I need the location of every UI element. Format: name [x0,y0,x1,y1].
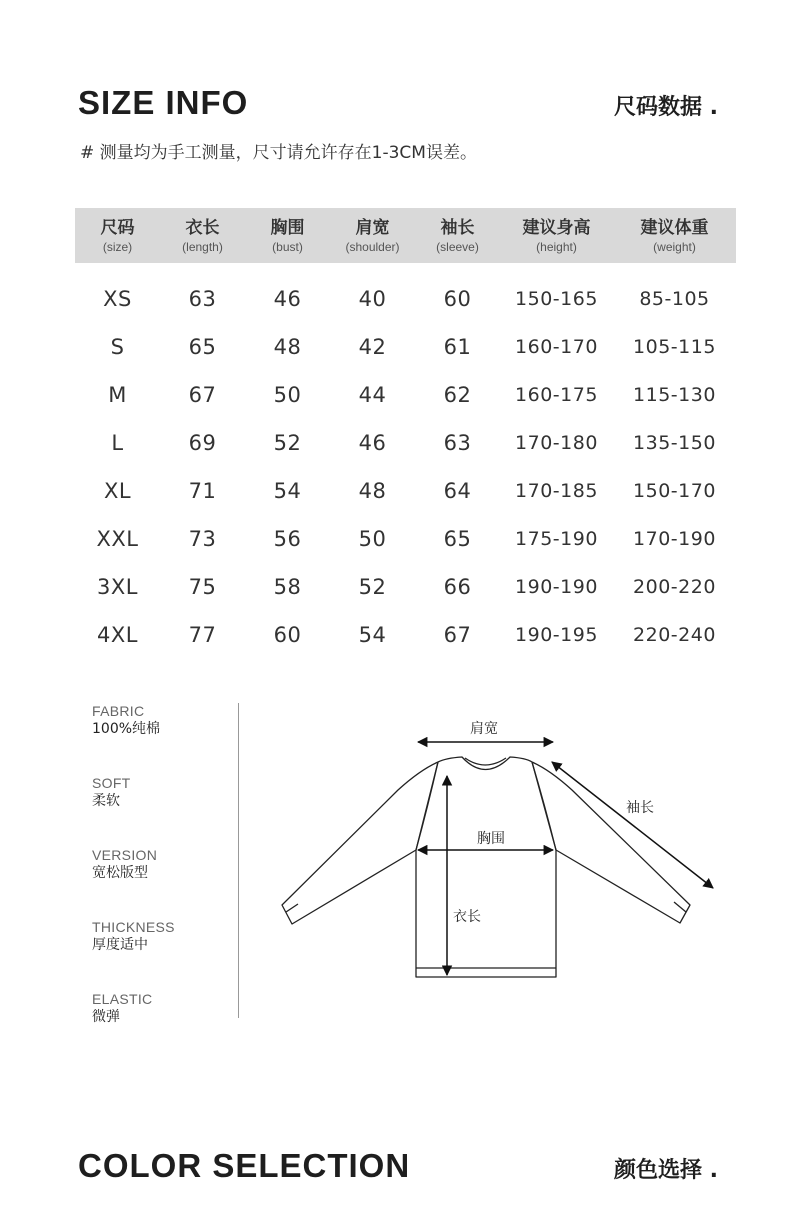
cell-height: 160-170 [515,336,598,358]
header-length: 衣长 (length) [160,208,245,263]
cell-shoulder: 42 [358,335,387,359]
shoulder-label: 肩宽 [470,721,498,737]
bust-label: 胸围 [477,831,505,847]
table-header-row [75,208,736,263]
cell-length: 65 [188,335,217,359]
cell-height: 160-175 [515,384,598,406]
cell-weight: 135-150 [633,432,716,454]
color-selection-title-cn: 颜色选择 . [614,1158,719,1183]
cell-length: 73 [188,527,217,551]
cell-sleeve: 63 [443,431,472,455]
cell-sleeve: 62 [443,383,472,407]
cell-height: 150-165 [515,288,598,310]
cell-weight: 220-240 [633,624,716,646]
cell-bust: 60 [273,623,302,647]
cell-shoulder: 46 [358,431,387,455]
cell-length: 67 [188,383,217,407]
length-label: 衣长 [453,909,481,925]
cell-bust: 58 [273,575,302,599]
cell-shoulder: 52 [358,575,387,599]
header-weight: 建议体重 (weight) [613,208,736,263]
cell-shoulder: 54 [358,623,387,647]
attr-elastic: ELASTIC 微弹 [92,991,153,1025]
measurement-note: # 测量均为手工测量，尺寸请允许存在1-3CM误差。 [80,143,477,163]
cell-height: 170-180 [515,432,598,454]
cell-bust: 52 [273,431,302,455]
cell-length: 69 [188,431,217,455]
table-row [75,515,736,563]
header-sleeve: 袖长 (sleeve) [415,208,500,263]
shirt-measurement-diagram [270,705,730,1005]
color-selection-title: COLOR SELECTION [78,1147,411,1184]
cell-bust: 46 [273,287,302,311]
header-bust: 胸围 (bust) [245,208,330,263]
cell-sleeve: 61 [443,335,472,359]
cell-height: 190-195 [515,624,598,646]
attr-version: VERSION 宽松版型 [92,847,158,881]
cell-size: 3XL [97,575,138,599]
table-row [75,419,736,467]
cell-sleeve: 67 [443,623,472,647]
cell-bust: 54 [273,479,302,503]
cell-length: 77 [188,623,217,647]
fabric-attributes [92,703,175,1063]
cell-sleeve: 66 [443,575,472,599]
cell-weight: 150-170 [633,480,716,502]
cell-shoulder: 50 [358,527,387,551]
cell-bust: 56 [273,527,302,551]
table-row [75,611,736,659]
header-size: 尺码 (size) [75,208,160,263]
table-row [75,263,736,323]
cell-weight: 105-115 [633,336,716,358]
header-height: 建议身高 (height) [500,208,613,263]
table-row [75,371,736,419]
cell-size: XXL [96,527,139,551]
cell-weight: 85-105 [639,288,710,310]
cell-size: S [110,335,125,359]
cell-length: 75 [188,575,217,599]
attr-fabric: FABRIC 100%纯棉 [92,703,161,737]
cell-height: 190-190 [515,576,598,598]
cell-weight: 115-130 [633,384,716,406]
cell-height: 175-190 [515,528,598,550]
cell-sleeve: 64 [443,479,472,503]
table-row [75,467,736,515]
cell-weight: 200-220 [633,576,716,598]
cell-bust: 50 [273,383,302,407]
sleeve-arrow [552,762,713,888]
cell-height: 170-185 [515,480,598,502]
cell-shoulder: 44 [358,383,387,407]
size-info-title: SIZE INFO [78,84,249,121]
table-row [75,323,736,371]
cell-size: XL [103,479,132,503]
cell-sleeve: 60 [443,287,472,311]
size-info-title-cn: 尺码数据 . [614,95,719,120]
cell-size: 4XL [97,623,138,647]
cell-size: L [111,431,124,455]
table-row [75,563,736,611]
cell-weight: 170-190 [633,528,716,550]
shirt-outline [282,757,690,977]
cell-shoulder: 40 [358,287,387,311]
header-shoulder: 肩宽 (shoulder) [330,208,415,263]
cell-length: 63 [188,287,217,311]
attr-soft: SOFT 柔软 [92,775,131,809]
cell-size: XS [103,287,132,311]
size-table [75,208,736,659]
sleeve-label: 袖长 [626,800,654,816]
divider-line [238,703,239,1018]
cell-bust: 48 [273,335,302,359]
cell-shoulder: 48 [358,479,387,503]
attr-thickness: THICKNESS 厚度适中 [92,919,175,953]
cell-sleeve: 65 [443,527,472,551]
cell-length: 71 [188,479,217,503]
cell-size: M [108,383,127,407]
